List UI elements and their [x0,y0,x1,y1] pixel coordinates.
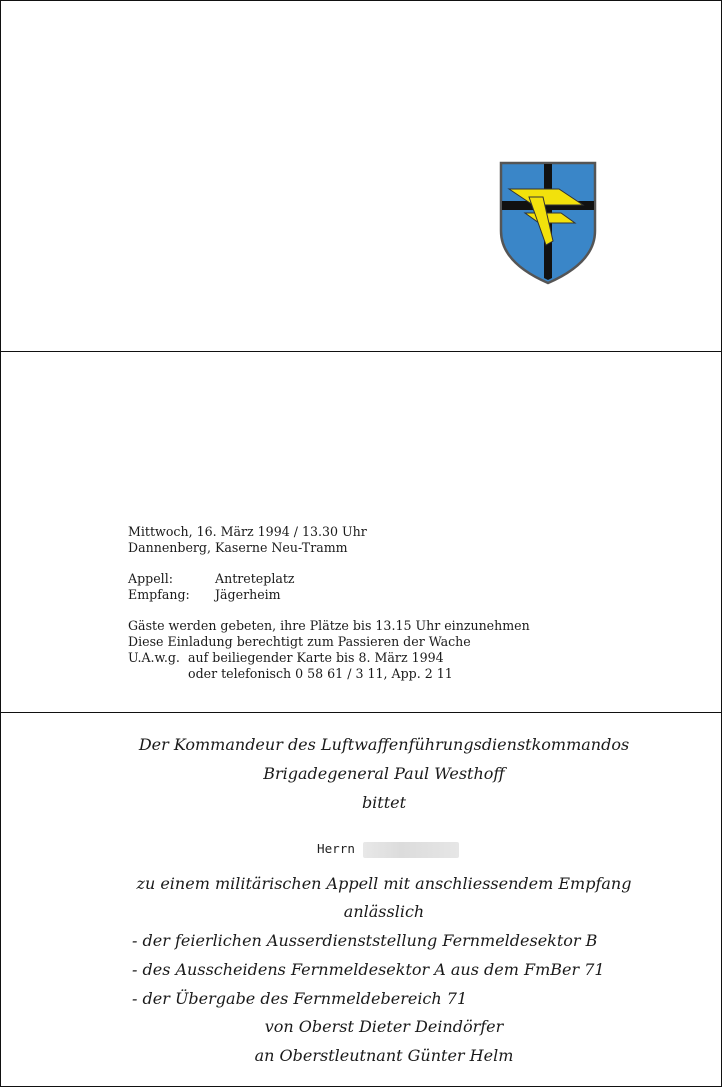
request-line: bittet [361,793,407,812]
occasion-line: zu einem militärischen Appell mit anschliessendem Empfang [136,874,632,893]
rsvp-row [128,650,688,666]
host-name-line: Brigadegeneral Paul Westhoff [263,764,505,783]
rsvp-phone-note: oder telefonisch 0 58 61 / 3 11, App. 2 11 [188,666,453,681]
event-details-block [128,524,688,682]
empfang-row [128,587,688,603]
empfang-label: Empfang: [128,587,190,602]
event-date-line: Mittwoch, 16. März 1994 / 13.30 Uhr [128,524,367,539]
appell-value: Antreteplatz [215,571,295,586]
empfang-value: Jägerheim [215,587,281,602]
appell-row [128,571,688,587]
occasion-word: anlässlich [343,902,425,921]
occasion-item-2: - des Ausscheidens Fernmeldesektor A aus dem FmBer 71 [132,960,605,979]
recipient-line [317,841,459,858]
handover-to-line: an Oberstleutnant Günter Helm [254,1046,514,1065]
card-front-panel [0,0,722,352]
host-line: Der Kommandeur des Luftwaffenführungsdienstkommandos [138,735,630,754]
guard-pass-note: Diese Einladung berechtigt zum Passieren der Wache [128,634,471,649]
appell-label: Appell: [128,571,173,586]
event-location-line: Dannenberg, Kaserne Neu-Tramm [128,540,348,555]
handover-from-line: von Oberst Dieter Deindörfer [264,1017,504,1036]
card-invitation-text [0,712,722,1087]
redacted-name [363,842,459,858]
seating-note: Gäste werden gebeten, ihre Plätze bis 13.15 Uhr einzunehmen [128,618,530,633]
occasion-item-3: - der Übergabe des Fernmeldebereich 71 [132,989,468,1008]
rsvp-card-note: auf beiliegender Karte bis 8. März 1994 [188,650,444,665]
recipient-salutation: Herrn [317,841,355,856]
heraldic-shield-icon [499,161,597,285]
occasion-item-1: - der feierlichen Ausserdienststellung Fernmeldesektor B [132,931,598,950]
rsvp-label: U.A.w.g. [128,650,180,665]
card-event-details [0,351,722,713]
